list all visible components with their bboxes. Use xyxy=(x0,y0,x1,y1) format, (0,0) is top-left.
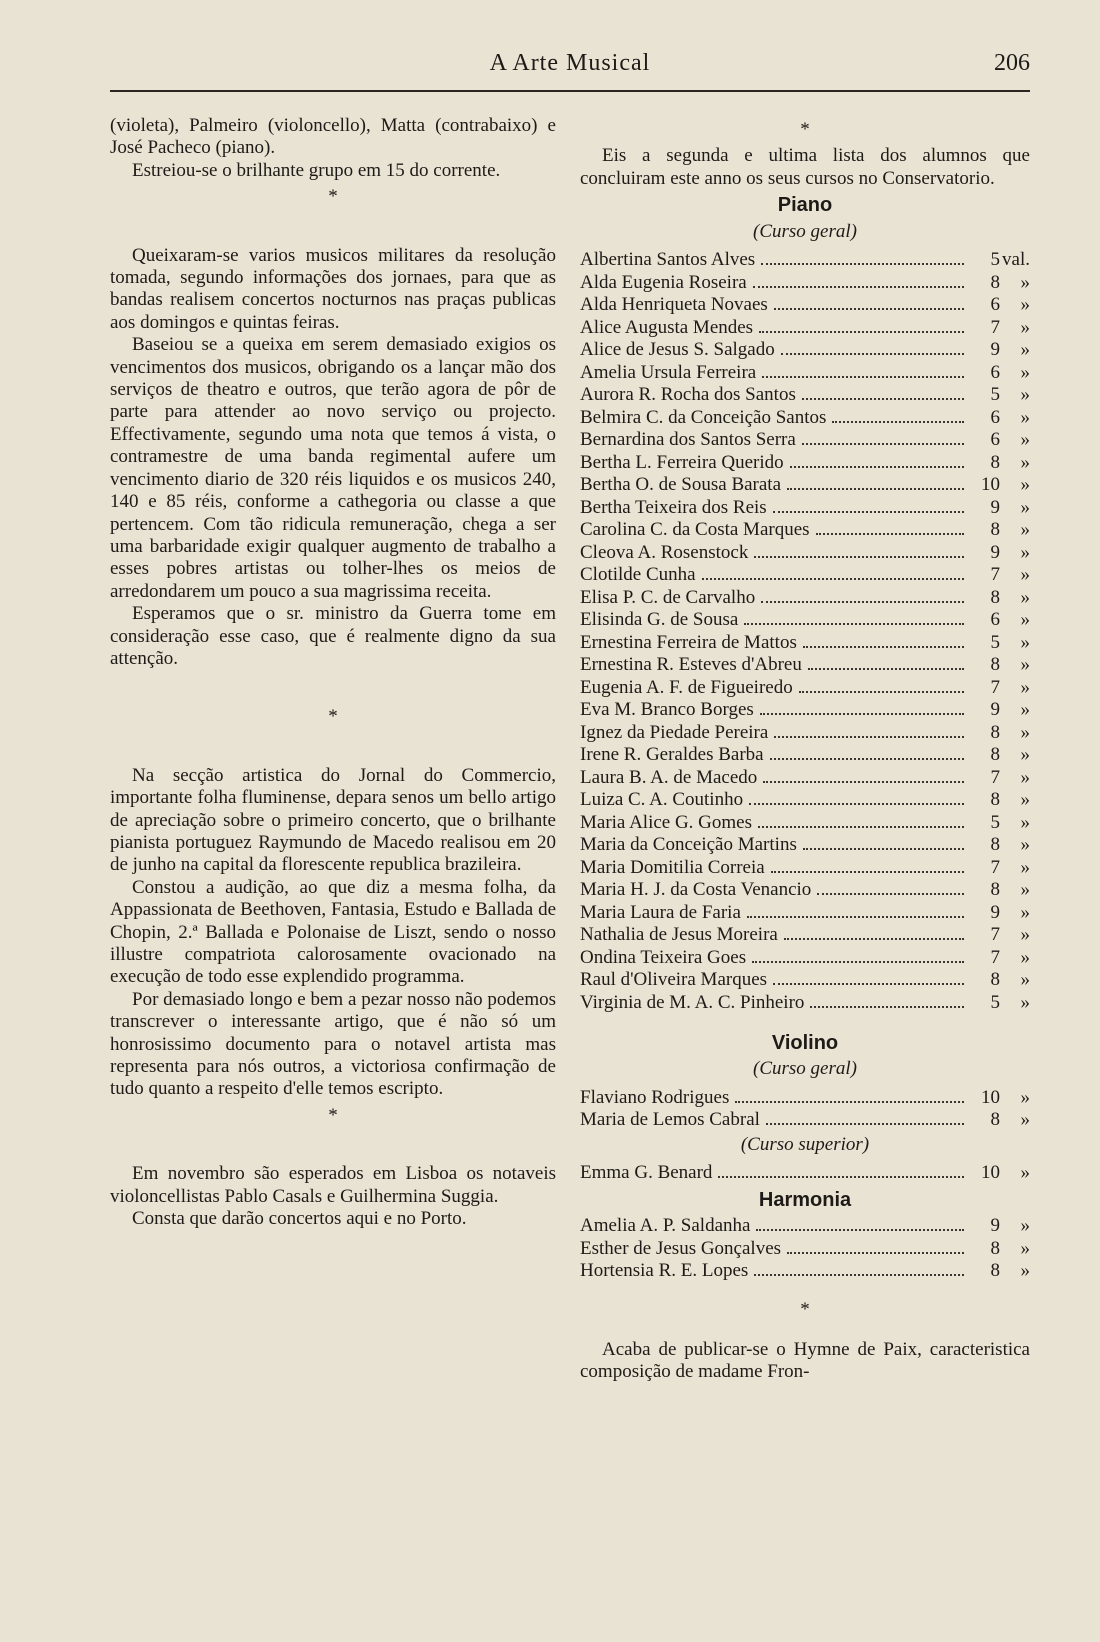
student-score: 9 xyxy=(990,496,1000,518)
list-item xyxy=(580,744,1030,767)
dot-leader xyxy=(771,870,964,873)
list-item xyxy=(580,294,1030,317)
student-score: 6 xyxy=(990,429,1000,451)
dot-leader xyxy=(749,802,964,805)
student-name: Cleova A. Rosenstock xyxy=(580,541,749,563)
student-name: Flaviano Rodrigues xyxy=(580,1086,730,1108)
list-item xyxy=(580,587,1030,610)
dot-leader xyxy=(770,757,964,760)
score-unit: » xyxy=(1020,474,1030,496)
student-score: 9 xyxy=(990,541,1000,563)
dot-leader xyxy=(803,645,964,648)
score-unit: » xyxy=(1020,496,1030,518)
dot-leader xyxy=(761,262,964,265)
score-unit: » xyxy=(1020,991,1030,1013)
dot-leader xyxy=(744,622,964,625)
section-asterisk: * xyxy=(800,119,810,140)
list-item xyxy=(580,429,1030,452)
score-unit: » xyxy=(1020,451,1030,473)
student-name: Ignez da Piedade Pereira xyxy=(580,721,769,743)
score-unit: » xyxy=(1020,879,1030,901)
student-score: 8 xyxy=(990,654,1000,676)
list-item xyxy=(580,564,1030,587)
dot-leader xyxy=(803,847,964,850)
dot-leader xyxy=(773,982,964,985)
student-score: 5 xyxy=(990,249,1000,271)
student-score: 7 xyxy=(990,946,1000,968)
dot-leader xyxy=(816,532,964,535)
list-item xyxy=(580,789,1030,812)
student-name: Maria de Lemos Cabral xyxy=(580,1109,760,1131)
paragraph-jornal-commercio: Na secção artistica do Jornal do Commercio, importante folha fluminense, depara senos um bello artigo de apreciação sobre o primeiro concerto, que o brilhante pianista portuguez Raymundo de Macedo realisou em 20 de junho na capital da florescente republica brazileira. xyxy=(110,764,556,876)
list-item xyxy=(580,632,1030,655)
list-item xyxy=(580,1215,1030,1238)
student-name: Amelia Ursula Ferreira xyxy=(580,361,757,383)
score-unit: » xyxy=(1020,564,1030,586)
score-unit: » xyxy=(1020,1109,1030,1131)
dot-leader xyxy=(735,1100,964,1103)
list-item xyxy=(580,677,1030,700)
paragraph-novembro: Em novembro são esperados em Lisboa os notaveis violoncellistas Pablo Casals e Guilhermina Suggia. xyxy=(110,1163,556,1207)
student-score: 6 xyxy=(990,406,1000,428)
dot-leader xyxy=(774,307,964,310)
dot-leader xyxy=(832,420,964,423)
score-unit: » xyxy=(1020,316,1030,338)
list-item xyxy=(580,1162,1030,1185)
score-unit: » xyxy=(1020,721,1030,743)
harmonia-student-list xyxy=(580,1215,1030,1283)
paragraph-constou: Constou a audição, ao que diz a mesma folha, da Appassionata de Beethoven, Fantasia, Estudo e Ballada de Chopin, 2.ª Ballada e Polonaise de Liszt, sendo o nosso illustre compatriota calorosamente ovacionado na execução de todo esse explendido programma. xyxy=(110,876,556,988)
section-asterisk: * xyxy=(328,1104,338,1126)
student-score: 9 xyxy=(990,339,1000,361)
student-score: 9 xyxy=(990,1215,1000,1237)
student-name: Bertha Teixeira dos Reis xyxy=(580,496,767,518)
student-name: Maria da Conceição Martins xyxy=(580,834,797,856)
list-item xyxy=(580,452,1030,475)
score-unit: » xyxy=(1020,271,1030,293)
list-item xyxy=(580,879,1030,902)
subheading-violino-curso-superior: (Curso superior) xyxy=(740,1133,870,1155)
list-intro: Eis a segunda e ultima lista dos alumnos que concluiram este anno os seus cursos no Conservatorio. xyxy=(580,145,1030,189)
dot-leader xyxy=(781,352,964,355)
paragraph-queixaram: Queixaram-se varios musicos militares da resolução tomada, segundo informações dos jornaes, para que as bandas realisem concertos nocturnos nas praças publicas aos domingos e quintas feiras. xyxy=(110,244,556,333)
dot-leader xyxy=(799,690,964,693)
student-name: Clotilde Cunha xyxy=(580,564,696,586)
list-item xyxy=(580,902,1030,925)
running-header xyxy=(110,50,1030,80)
student-score: 9 xyxy=(990,699,1000,721)
score-unit: » xyxy=(1020,654,1030,676)
dot-leader xyxy=(802,397,964,400)
score-unit: » xyxy=(1020,1215,1030,1237)
list-item xyxy=(580,857,1030,880)
student-name: Alda Henriqueta Novaes xyxy=(580,294,768,316)
student-name: Albertina Santos Alves xyxy=(580,249,756,271)
header-rule xyxy=(110,90,1030,92)
list-item xyxy=(580,249,1030,272)
student-score: 6 xyxy=(990,609,1000,631)
spacer xyxy=(580,1014,1030,1028)
student-score: 8 xyxy=(990,744,1000,766)
student-score: 8 xyxy=(990,1109,1000,1131)
student-score: 10 xyxy=(981,1086,1000,1108)
student-score: 8 xyxy=(990,1260,1000,1282)
violino-superior-list xyxy=(580,1162,1030,1185)
list-item xyxy=(580,699,1030,722)
dot-leader xyxy=(754,555,964,558)
list-item xyxy=(580,1260,1030,1283)
list-item xyxy=(580,1109,1030,1132)
student-name: Alice de Jesus S. Salgado xyxy=(580,339,775,361)
subheading-violino-curso-geral: (Curso geral) xyxy=(753,1058,857,1080)
dot-leader xyxy=(758,825,964,828)
list-item xyxy=(580,272,1030,295)
spacer xyxy=(110,213,556,245)
score-unit: » xyxy=(1020,631,1030,653)
list-item xyxy=(580,317,1030,340)
dot-leader xyxy=(773,510,964,513)
paragraph-estreiou: Estreiou-se o brilhante grupo em 15 do corrente. xyxy=(132,159,501,181)
dot-leader xyxy=(810,1005,964,1008)
dot-leader xyxy=(766,1122,964,1125)
list-item xyxy=(580,474,1030,497)
score-unit: » xyxy=(1020,766,1030,788)
list-item xyxy=(580,519,1030,542)
score-unit: » xyxy=(1020,789,1030,811)
list-item xyxy=(580,542,1030,565)
student-score: 8 xyxy=(990,721,1000,743)
student-score: 8 xyxy=(990,519,1000,541)
list-item xyxy=(580,812,1030,835)
list-item xyxy=(580,924,1030,947)
student-score: 7 xyxy=(990,766,1000,788)
student-score: 6 xyxy=(990,361,1000,383)
score-unit: val. xyxy=(1002,249,1030,271)
paragraph-violeta: (violeta), Palmeiro (violoncello), Matta (contrabaixo) e José Pacheco (piano). xyxy=(110,115,556,159)
dot-leader xyxy=(784,937,964,940)
student-name: Bertha L. Ferreira Querido xyxy=(580,451,784,473)
list-item xyxy=(580,947,1030,970)
student-name: Raul d'Oliveira Marques xyxy=(580,969,768,991)
score-unit: » xyxy=(1020,901,1030,923)
score-unit: » xyxy=(1020,924,1030,946)
student-name: Amelia A. P. Saldanha xyxy=(580,1215,751,1237)
student-name: Aurora R. Rocha dos Santos xyxy=(580,384,796,406)
student-score: 5 xyxy=(990,631,1000,653)
score-unit: » xyxy=(1020,744,1030,766)
dot-leader xyxy=(774,735,964,738)
dot-leader xyxy=(756,1228,964,1231)
paragraph-demasiado: Por demasiado longo e bem a pezar nosso não podemos transcrever o interessante artigo, que é não só um honrosissimo documento para o notavel artista mas representa para nós outros, a victoriosa confirmação de tudo quanto a respeito d'elle temos escripto. xyxy=(110,988,556,1100)
student-name: Ondina Teixeira Goes xyxy=(580,946,747,968)
section-asterisk: * xyxy=(328,186,338,208)
dot-leader xyxy=(702,577,964,580)
list-item xyxy=(580,654,1030,677)
dot-leader xyxy=(754,1273,964,1276)
student-score: 8 xyxy=(990,586,1000,608)
paragraph-consta: Consta que darão concertos aqui e no Porto. xyxy=(132,1208,467,1230)
student-name: Maria Laura de Faria xyxy=(580,901,741,923)
piano-student-list xyxy=(580,249,1030,1014)
list-item xyxy=(580,407,1030,430)
score-unit: » xyxy=(1020,1260,1030,1282)
section-asterisk: * xyxy=(800,1298,810,1320)
dot-leader xyxy=(761,600,964,603)
right-column xyxy=(580,115,1030,1384)
student-name: Bertha O. de Sousa Barata xyxy=(580,474,782,496)
student-name: Elisinda G. de Sousa xyxy=(580,609,739,631)
dot-leader xyxy=(787,1251,964,1254)
student-name: Carolina C. da Costa Marques xyxy=(580,519,810,541)
page-number: 206 xyxy=(994,50,1030,76)
spacer xyxy=(110,1131,556,1163)
list-item xyxy=(580,609,1030,632)
score-unit: » xyxy=(1020,609,1030,631)
score-unit: » xyxy=(1020,946,1030,968)
list-item xyxy=(580,767,1030,790)
student-name: Alda Eugenia Roseira xyxy=(580,271,747,293)
student-score: 5 xyxy=(990,384,1000,406)
list-item xyxy=(580,339,1030,362)
score-unit: » xyxy=(1020,384,1030,406)
student-name: Esther de Jesus Gonçalves xyxy=(580,1237,782,1259)
student-name: Irene R. Geraldes Barba xyxy=(580,744,764,766)
student-score: 7 xyxy=(990,924,1000,946)
spacer xyxy=(110,670,556,702)
list-item xyxy=(580,969,1030,992)
student-score: 10 xyxy=(981,474,1000,496)
score-unit: » xyxy=(1020,1237,1030,1259)
student-name: Eugenia A. F. de Figueiredo xyxy=(580,676,793,698)
student-score: 9 xyxy=(990,901,1000,923)
dot-leader xyxy=(752,960,964,963)
dot-leader xyxy=(760,712,964,715)
score-unit: » xyxy=(1020,969,1030,991)
list-item xyxy=(580,722,1030,745)
journal-title: A Arte Musical xyxy=(489,50,651,76)
student-name: Emma G. Benard xyxy=(580,1162,713,1184)
dot-leader xyxy=(718,1175,964,1178)
section-heading-violino: Violino xyxy=(771,1032,839,1055)
dot-leader xyxy=(753,285,964,288)
student-name: Eva M. Branco Borges xyxy=(580,699,754,721)
left-column xyxy=(110,115,556,1230)
student-score: 5 xyxy=(990,991,1000,1013)
student-score: 7 xyxy=(990,564,1000,586)
dot-leader xyxy=(808,667,964,670)
score-unit: » xyxy=(1020,676,1030,698)
student-name: Virginia de M. A. C. Pinheiro xyxy=(580,991,805,1013)
list-item xyxy=(580,497,1030,520)
student-name: Elisa P. C. de Carvalho xyxy=(580,586,756,608)
score-unit: » xyxy=(1020,834,1030,856)
student-name: Belmira C. da Conceição Santos xyxy=(580,406,827,428)
score-unit: » xyxy=(1020,406,1030,428)
dot-leader xyxy=(787,487,964,490)
score-unit: » xyxy=(1020,294,1030,316)
section-asterisk: * xyxy=(328,706,338,728)
dot-leader xyxy=(802,442,964,445)
dot-leader xyxy=(759,330,964,333)
student-score: 6 xyxy=(990,294,1000,316)
score-unit: » xyxy=(1020,856,1030,878)
score-unit: » xyxy=(1020,699,1030,721)
paragraph-esperamos: Esperamos que o sr. ministro da Guerra tome em consideração esse caso, que é realmente digno da sua attenção. xyxy=(110,603,556,669)
subheading-piano-curso-geral: (Curso geral) xyxy=(753,220,857,242)
paragraph-hymne-de-paix: Acaba de publicar-se o Hymne de Paix, caracteristica composição de madame Fron- xyxy=(580,1339,1030,1383)
student-score: 7 xyxy=(990,856,1000,878)
student-name: Nathalia de Jesus Moreira xyxy=(580,924,778,946)
list-item xyxy=(580,384,1030,407)
score-unit: » xyxy=(1020,519,1030,541)
student-name: Alice Augusta Mendes xyxy=(580,316,754,338)
score-unit: » xyxy=(1020,811,1030,833)
section-heading-harmonia: Harmonia xyxy=(758,1188,852,1211)
student-score: 7 xyxy=(990,316,1000,338)
score-unit: » xyxy=(1020,1086,1030,1108)
student-score: 8 xyxy=(990,451,1000,473)
score-unit: » xyxy=(1020,339,1030,361)
spacer xyxy=(110,733,556,765)
score-unit: » xyxy=(1020,586,1030,608)
student-name: Laura B. A. de Macedo xyxy=(580,766,758,788)
student-name: Ernestina R. Esteves d'Abreu xyxy=(580,654,802,676)
student-score: 10 xyxy=(981,1162,1000,1184)
paragraph-baseiou: Baseiou se a queixa em serem demasiado exigios os vencimentos dos musicos, obrigando os a lançar mão dos serviços de theatro e outros, que terão agora de pôr de parte para attender ao novo serviço ou projecto. Effectivamente, segundo uma nota que temos á vista, o contramestre de uma banda regimental aufere um vencimento diario de 320 réis liquidos e os musicos 240, 140 e 85 réis, conforme a cathegoria ou classe a que pertencem. Com tão ridicula remuneração, chega a ser uma barbaridade exigir qualquer augmento de trabalho a esses pobres artistas ou tolher-lhes os meios de arredondarem um pouco a sua magrissima receita. xyxy=(110,334,556,602)
score-unit: » xyxy=(1020,541,1030,563)
student-score: 8 xyxy=(990,969,1000,991)
dot-leader xyxy=(763,780,964,783)
dot-leader xyxy=(790,465,964,468)
dot-leader xyxy=(817,892,964,895)
student-score: 8 xyxy=(990,834,1000,856)
student-score: 8 xyxy=(990,1237,1000,1259)
student-score: 5 xyxy=(990,811,1000,833)
student-name: Bernardina dos Santos Serra xyxy=(580,429,796,451)
list-item xyxy=(580,1238,1030,1261)
list-item xyxy=(580,1087,1030,1110)
student-name: Hortensia R. E. Lopes xyxy=(580,1260,749,1282)
student-name: Luiza C. A. Coutinho xyxy=(580,789,744,811)
dot-leader xyxy=(762,375,964,378)
score-unit: » xyxy=(1020,1162,1030,1184)
dot-leader xyxy=(747,915,964,918)
list-item xyxy=(580,362,1030,385)
list-item xyxy=(580,834,1030,857)
student-name: Maria Domitilia Correia xyxy=(580,856,765,878)
student-score: 7 xyxy=(990,676,1000,698)
list-item xyxy=(580,992,1030,1015)
student-score: 8 xyxy=(990,789,1000,811)
student-name: Ernestina Ferreira de Mattos xyxy=(580,631,797,653)
spacer xyxy=(580,1325,1030,1339)
student-name: Maria Alice G. Gomes xyxy=(580,811,753,833)
student-name: Maria H. J. da Costa Venancio xyxy=(580,879,812,901)
student-score: 8 xyxy=(990,879,1000,901)
score-unit: » xyxy=(1020,361,1030,383)
student-score: 8 xyxy=(990,271,1000,293)
section-heading-piano: Piano xyxy=(777,194,833,217)
violino-geral-list xyxy=(580,1087,1030,1132)
score-unit: » xyxy=(1020,429,1030,451)
